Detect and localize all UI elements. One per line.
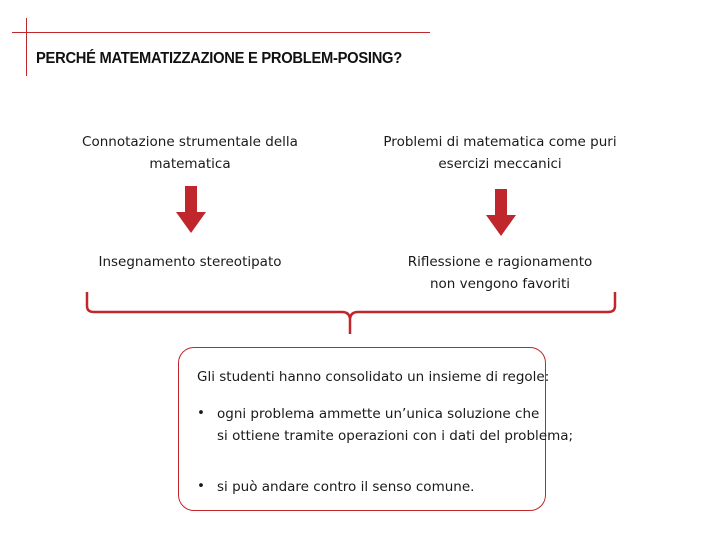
top-rule xyxy=(12,32,430,33)
rule-item-1 xyxy=(217,403,573,447)
right-cause-line-1: Problemi di matematica come puri xyxy=(383,134,617,150)
rule-item-2: si può andare contro il senso comune. xyxy=(217,479,475,495)
left-effect-text: Insegnamento stereotipato xyxy=(98,254,282,270)
horizontal-brace xyxy=(80,288,625,338)
rule-item-1-line-1: ogni problema ammette un’unica soluzione che xyxy=(217,406,540,422)
down-arrow-icon-left xyxy=(176,186,206,234)
down-arrow-icon-right xyxy=(486,189,516,237)
left-cause-line-2: matematica xyxy=(149,156,231,172)
left-cause-text xyxy=(60,131,320,175)
bullet-1: • xyxy=(197,405,205,421)
rule-item-1-line-2: si ottiene tramite operazioni con i dati del problema; xyxy=(217,428,574,444)
slide-title: PERCHÉ MATEMATIZZAZIONE E PROBLEM-POSING? xyxy=(36,50,402,67)
right-effect-line-1: Riflessione e ragionamento xyxy=(407,254,593,270)
rules-heading: Gli studenti hanno consolidato un insieme di regole: xyxy=(197,369,550,385)
left-rule xyxy=(26,18,27,76)
left-cause-line-1: Connotazione strumentale della xyxy=(82,134,298,150)
rules-box xyxy=(178,347,574,511)
right-cause-text xyxy=(370,131,630,175)
bullet-2: • xyxy=(197,478,205,494)
right-effect-line-2: non vengono favoriti xyxy=(429,276,571,292)
right-cause-line-2: esercizi meccanici xyxy=(438,156,562,172)
